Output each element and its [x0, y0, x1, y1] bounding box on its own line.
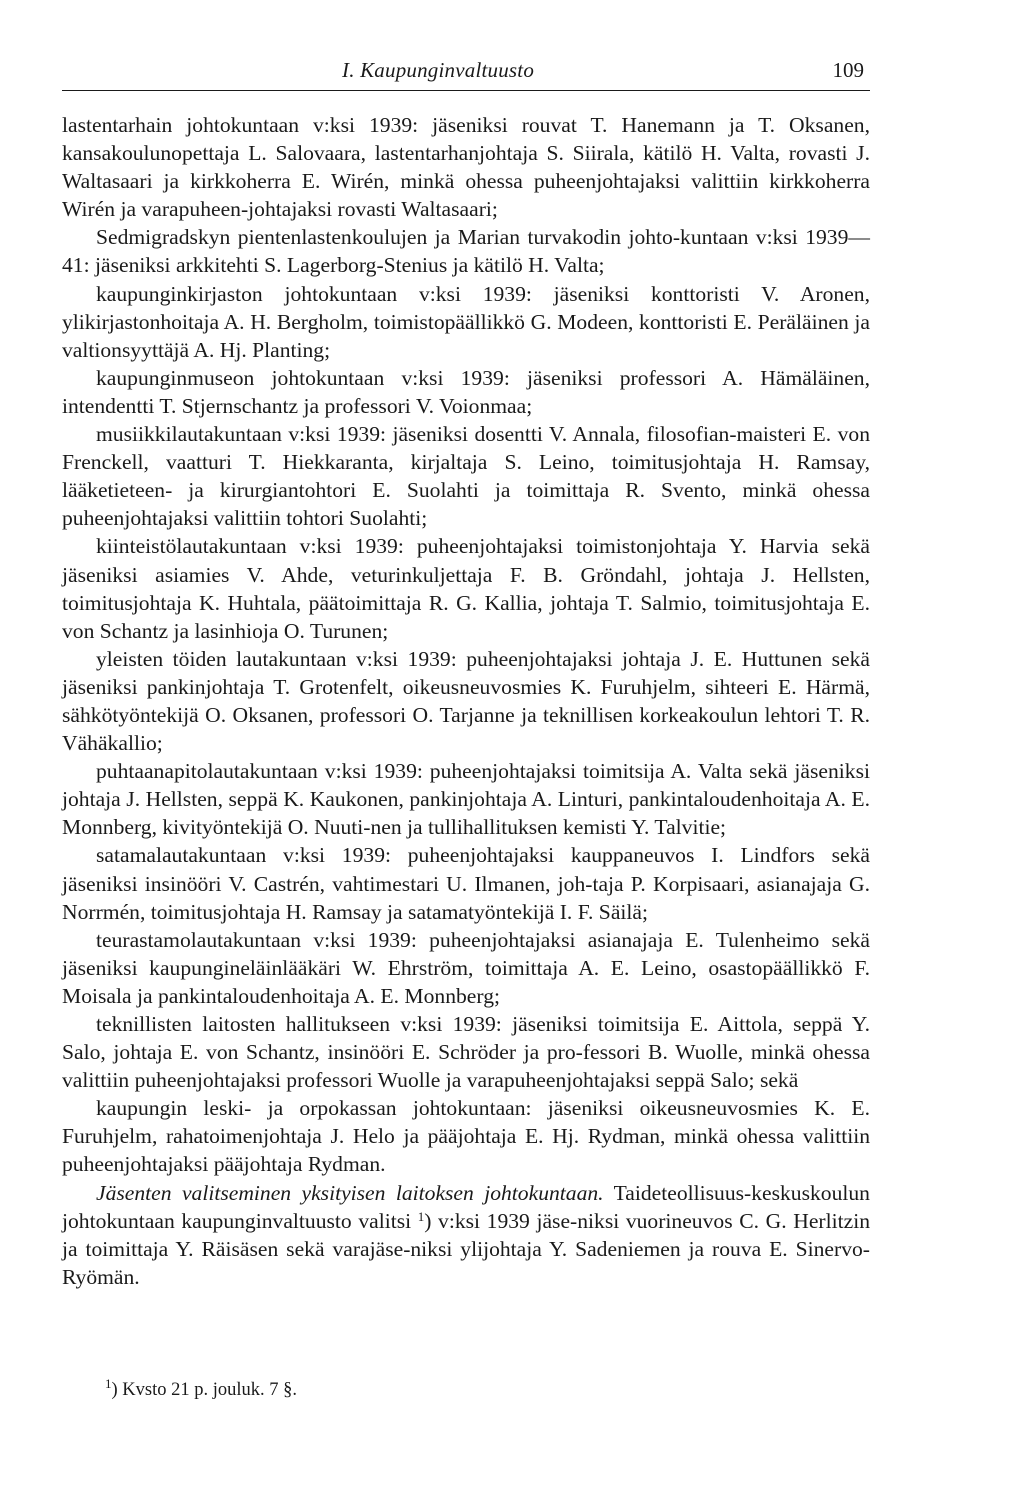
- italic-lead: Jäsenten valitseminen yksityisen laitoksen johtokuntaan.: [96, 1180, 604, 1205]
- footnote: [105, 1378, 805, 1402]
- paragraph: teurastamolautakuntaan v:ksi 1939: puheenjohtajaksi asianajaja E. Tulenheimo sekä jäseniksi kaupungineläinlääkäri W. Ehrström, toimittaja A. E. Leino, osastopäällikkö F. Moisala ja pankintaloudenhoitaja A. E. Monnberg;: [62, 927, 870, 1008]
- running-header: [62, 54, 870, 91]
- footnote-mark: 1: [105, 1376, 112, 1391]
- page-number: 109: [832, 58, 864, 82]
- paragraph: kaupungin leski- ja orpokassan johtokuntaan: jäseniksi oikeusneuvosmies K. E. Furuhjelm, rahatoimenjohtaja J. Helo ja pääjohtaja E. Hj. Rydman, minkä ohessa valittiin puheenjohtajaksi pääjohtaja Rydman.: [62, 1096, 870, 1177]
- footnote-text: ) Kvsto 21 p. jouluk. 7 §.: [111, 1380, 298, 1400]
- paragraph: yleisten töiden lautakuntaan v:ksi 1939: puheenjohtajaksi johtaja J. E. Huttunen sekä jäseniksi pankinjohtaja T. Grotenfelt, oikeusneuvosmies K. Furuhjelm, sihteeri E. Härmä, sähkötyöntekijä O. Oksanen, professori O. Tarjanne ja teknillisen korkeakoulun lehtori T. R. Vähäkallio;: [62, 646, 870, 756]
- final-text-before-note: Taideteollisuus-keskuskoulun johtokuntaan kaupunginvaltuusto valitsi: [62, 1180, 870, 1233]
- paragraph: musiikkilautakuntaan v:ksi 1939: jäseniksi dosentti V. Annala, filosofian-maisteri E. von Frenckell, vaatturi T. Hiekkaranta, kirjaltaja S. Leino, toimitusjohtaja H. Ramsay, lääketieteen- ja kirurgiantohtori E. Suolahti ja toimittaja R. Svento, minkä ohessa puheenjohtajaksi valittiin tohtori Suolahti;: [62, 422, 870, 531]
- note-mark: 1: [417, 1208, 425, 1224]
- paragraph: lastentarhain johtokuntaan v:ksi 1939: jäseniksi rouvat T. Hanemann ja T. Oksanen, kansakoulunopettaja L. Salovaara, lastentarhanjohtaja S. Siirala, kätilö H. Valta, rovasti J. Waltasaari ja kirkkoherra E. Wirén, minkä ohessa puheenjohtajaksi valittiin kirkkoherra Wirén ja varapuheen-johtajaksi rovasti Waltasaari;: [62, 113, 870, 222]
- paragraph: puhtaanapitolautakuntaan v:ksi 1939: puheenjohtajaksi toimitsija A. Valta sekä jäseniksi johtaja J. Hellsten, seppä K. Kaukonen, pankinjohtaja A. Linturi, pankintaloudenhoitaja A. E. Monnberg, kivityöntekijä O. Nuuti-nen ja tullihallituksen kemisti Y. Talvitie;: [62, 759, 870, 840]
- paragraph: kaupunginkirjaston johtokuntaan v:ksi 1939: jäseniksi konttoristi V. Aronen, ylikirjastonhoitaja A. H. Bergholm, toimistopäällikkö G. Modeen, konttoristi E. Peräläinen ja valtionsyyttäjä A. Hj. Planting;: [62, 281, 870, 362]
- paragraph: teknillisten laitosten hallitukseen v:ksi 1939: jäseniksi toimitsija E. Aittola, seppä Y. Salo, johtaja E. von Schantz, insinööri E. Schröder ja pro-fessori B. Wuolle, minkä ohessa valittiin puheenjohtajaksi professori Wuolle ja varapuheenjohtajaksi seppä Salo; sekä: [62, 1012, 870, 1093]
- final-text-after-note: ) v:ksi 1939 jäse-niksi vuorineuvos C. G. Herlitzin ja toimittaja Y. Räisäsen sekä varajäse-niksi ylijohtaja Y. Sadeniemen ja rouva E. Sinervo-Ryömän.: [62, 1208, 870, 1289]
- running-title: I. Kaupunginvaltuusto: [342, 58, 535, 82]
- paragraph: kaupunginmuseon johtokuntaan v:ksi 1939: jäseniksi professori A. Hämäläinen, intendentti T. Stjernschantz ja professori V. Voionmaa;: [62, 365, 870, 418]
- paragraph: Sedmigradskyn pientenlastenkoulujen ja Marian turvakodin johto-kuntaan v:ksi 1939—41: jäseniksi arkkitehti S. Lagerborg-Stenius ja kätilö H. Valta;: [62, 225, 870, 278]
- body-text: [62, 111, 870, 1291]
- paragraph: satamalautakuntaan v:ksi 1939: puheenjohtajaksi kauppaneuvos I. Lindfors sekä jäseniksi insinööri V. Castrén, vahtimestari U. Ilmanen, joh-taja P. Korpisaari, asianajaja G. Norrmén, toimitusjohtaja H. Ramsay ja satamatyöntekijä I. F. Säilä;: [62, 843, 870, 924]
- final-paragraph: [62, 1179, 870, 1291]
- paragraph: kiinteistölautakuntaan v:ksi 1939: puheenjohtajaksi toimistonjohtaja Y. Harvia sekä jäseniksi asiamies V. Ahde, veturinkuljettaja F. B. Gröndahl, johtaja J. Hellsten, toimitusjohtaja K. Huhtala, päätoimittaja R. G. Kallia, johtaja T. Salmio, toimitusjohtaja E. von Schantz ja lasinhioja O. Turunen;: [62, 534, 870, 643]
